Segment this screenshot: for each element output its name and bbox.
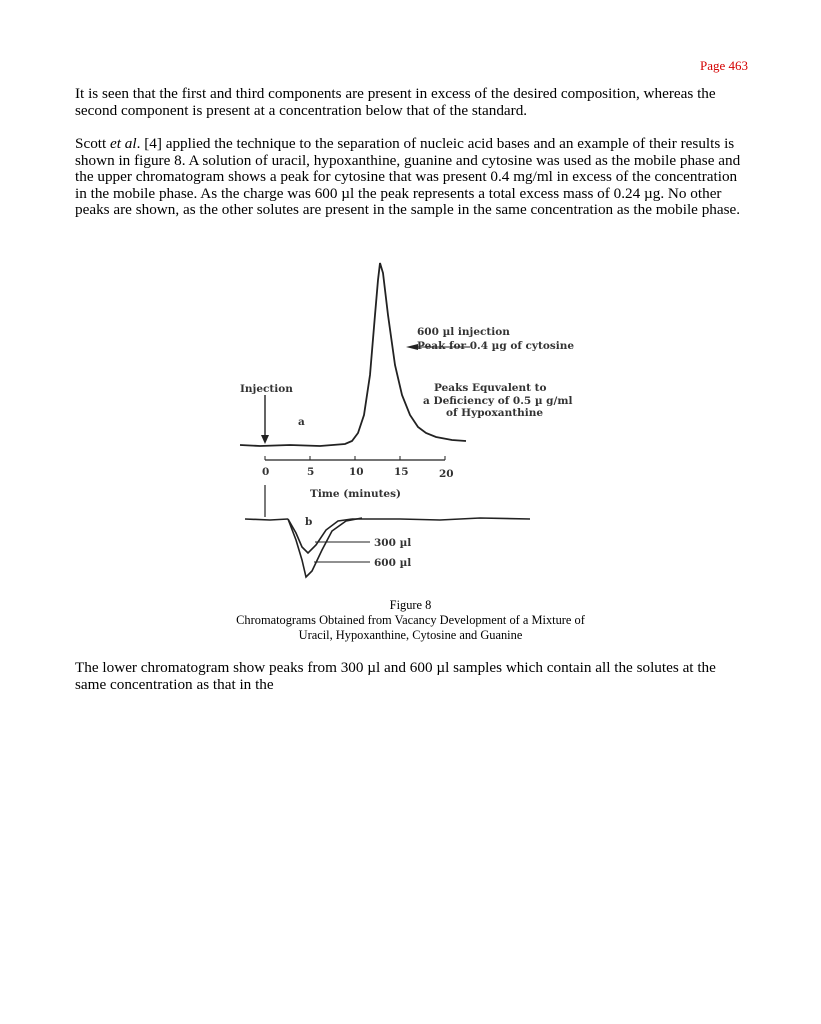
volume-label-300: 300 µl [374,537,412,549]
tick-label-0: 0 [262,466,270,478]
annotation-deficiency-1: Peaks Equvalent to [434,382,547,394]
volume-label-600: 600 µl [374,557,412,569]
tick-label-10: 10 [349,466,364,478]
lower-baseline-left [245,519,288,520]
upper-chromatogram-trace [240,263,466,446]
paragraph-2-etal: et al [110,135,137,152]
chromatogram-svg [230,255,610,595]
injection-label: Injection [240,383,293,395]
annotation-deficiency-3: of Hypoxanthine [446,407,544,419]
lower-letter-b: b [305,516,313,528]
paragraph-1: It is seen that the first and third components are present in excess of the desired composition, whereas the second component is present at a concentration below that of the standard. [75,85,716,119]
annotation-injection-1: 600 µl injection [417,326,510,338]
injection-arrow-head [261,435,269,444]
tick-label-5: 5 [307,466,315,478]
paragraph-2-rest: . [4] applied the technique to the separation of nucleic acid bases and an example of their results is shown in figure 8. A solution of uracil, hypoxanthine, guanine and cytosine was used as the mobile phase and the upper chromatogram shows a peak for cytosine that was present 0.4 mg/ml in excess of the concentration in the mobile phase. As the charge was 600 µl the peak represents a total excess mass of 0.24 µg. No other peaks are shown, as the other solutes are present in the sample in the same concentration as the mobile phase. [75,135,741,218]
paragraph-2 [75,136,750,219]
page-number: Page 463 [699,58,748,73]
lower-trace-600 [288,518,362,577]
tick-label-15: 15 [394,466,409,478]
paragraph-3: The lower chromatogram show peaks from 300 µl and 600 µl samples which contain all the solutes at the same concentration as that in the [75,659,716,693]
lower-baseline-right [352,518,530,520]
annotation-deficiency-2: a Deficiency of 0.5 µ g/ml [423,395,573,407]
upper-letter-a: a [298,416,305,428]
tick-label-20: 20 [439,468,454,480]
figure-caption [0,598,821,643]
caption-title: Figure 8 [389,598,432,612]
annotation-injection-2: Peak for 0.4 µg of cytosine [417,340,575,352]
caption-line-1: Chromatograms Obtained from Vacancy Development of a Mixture of [236,613,585,627]
axis-label-time: Time (minutes) [310,488,401,500]
caption-line-2: Uracil, Hypoxanthine, Cytosine and Guanine [298,628,523,642]
paragraph-2-start: Scott [75,135,111,152]
